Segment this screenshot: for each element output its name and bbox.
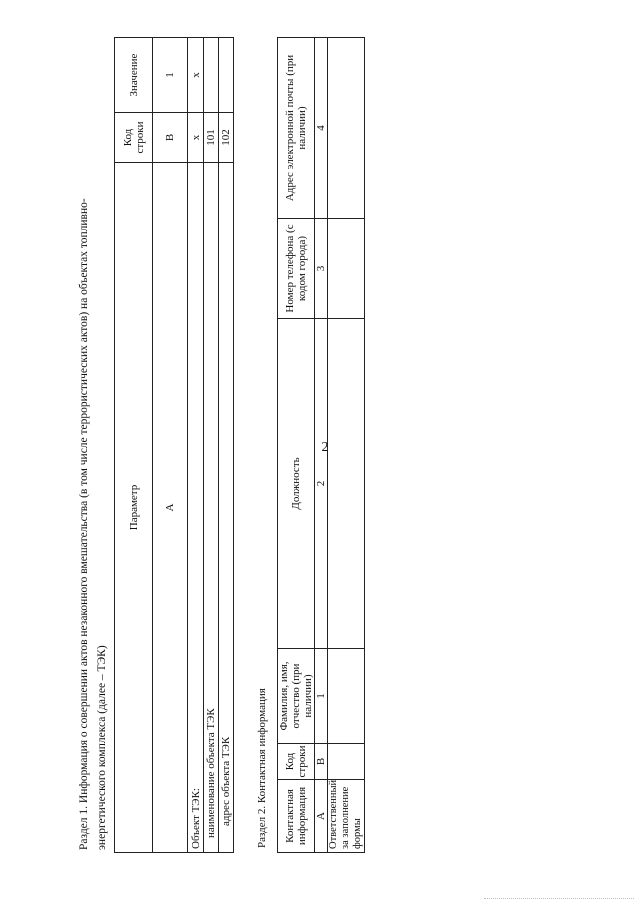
section1-title-line2: энергетического комплекса (далее – ТЭК) [96, 645, 108, 850]
row-label: Ответственный за заполнение формы [328, 780, 365, 853]
section1-title [75, 15, 111, 850]
header-email: Адрес электронной почты (при наличии) [278, 38, 315, 219]
header-position: Должность [278, 319, 315, 649]
table-row [204, 38, 219, 853]
row-email [328, 38, 365, 219]
section2-title: Раздел 2. Контактная информация [256, 688, 268, 848]
row-label: Объект ТЭК: [188, 163, 204, 853]
row-value [204, 38, 219, 113]
row-position [328, 319, 365, 649]
row-code [328, 744, 365, 780]
letter-phone: 3 [315, 219, 328, 319]
header-value: Значение [115, 38, 153, 113]
header-code: Код строки [278, 744, 315, 780]
scan-edge-marks [484, 898, 634, 900]
letter-fio: 1 [315, 649, 328, 744]
letter-param: А [153, 163, 188, 853]
row-value: x [188, 38, 204, 113]
row-label: наименование объекта ТЭК [204, 163, 219, 853]
table-row [219, 38, 234, 853]
header-code: Код строки [115, 113, 153, 163]
letter-code: В [315, 744, 328, 780]
letter-contact: А [315, 780, 328, 853]
row-code: x [188, 113, 204, 163]
table-row [328, 38, 365, 853]
letter-position: 2 [315, 319, 328, 649]
header-phone: Номер телефона (с кодом города) [278, 219, 315, 319]
row-code: 101 [204, 113, 219, 163]
page-number: 2 [321, 440, 329, 455]
row-phone [328, 219, 365, 319]
header-contact: Контактная информация [278, 780, 315, 853]
table-row [188, 38, 204, 853]
letter-code: В [153, 113, 188, 163]
section2-table [277, 37, 365, 853]
row-code: 102 [219, 113, 234, 163]
section1-title-line1: Раздел 1. Информация о совершении актов незаконного вмешательства (в том числе террористических актов) на объектах топливно- [78, 198, 90, 850]
header-param: Параметр [115, 163, 153, 853]
letter-value: 1 [153, 38, 188, 113]
row-fio [328, 649, 365, 744]
letter-email: 4 [315, 38, 328, 219]
section1-table [114, 37, 234, 853]
header-fio: Фамилия, имя, отчество (при наличии) [278, 649, 315, 744]
row-label: адрес объекта ТЭК [219, 163, 234, 853]
row-value [219, 38, 234, 113]
